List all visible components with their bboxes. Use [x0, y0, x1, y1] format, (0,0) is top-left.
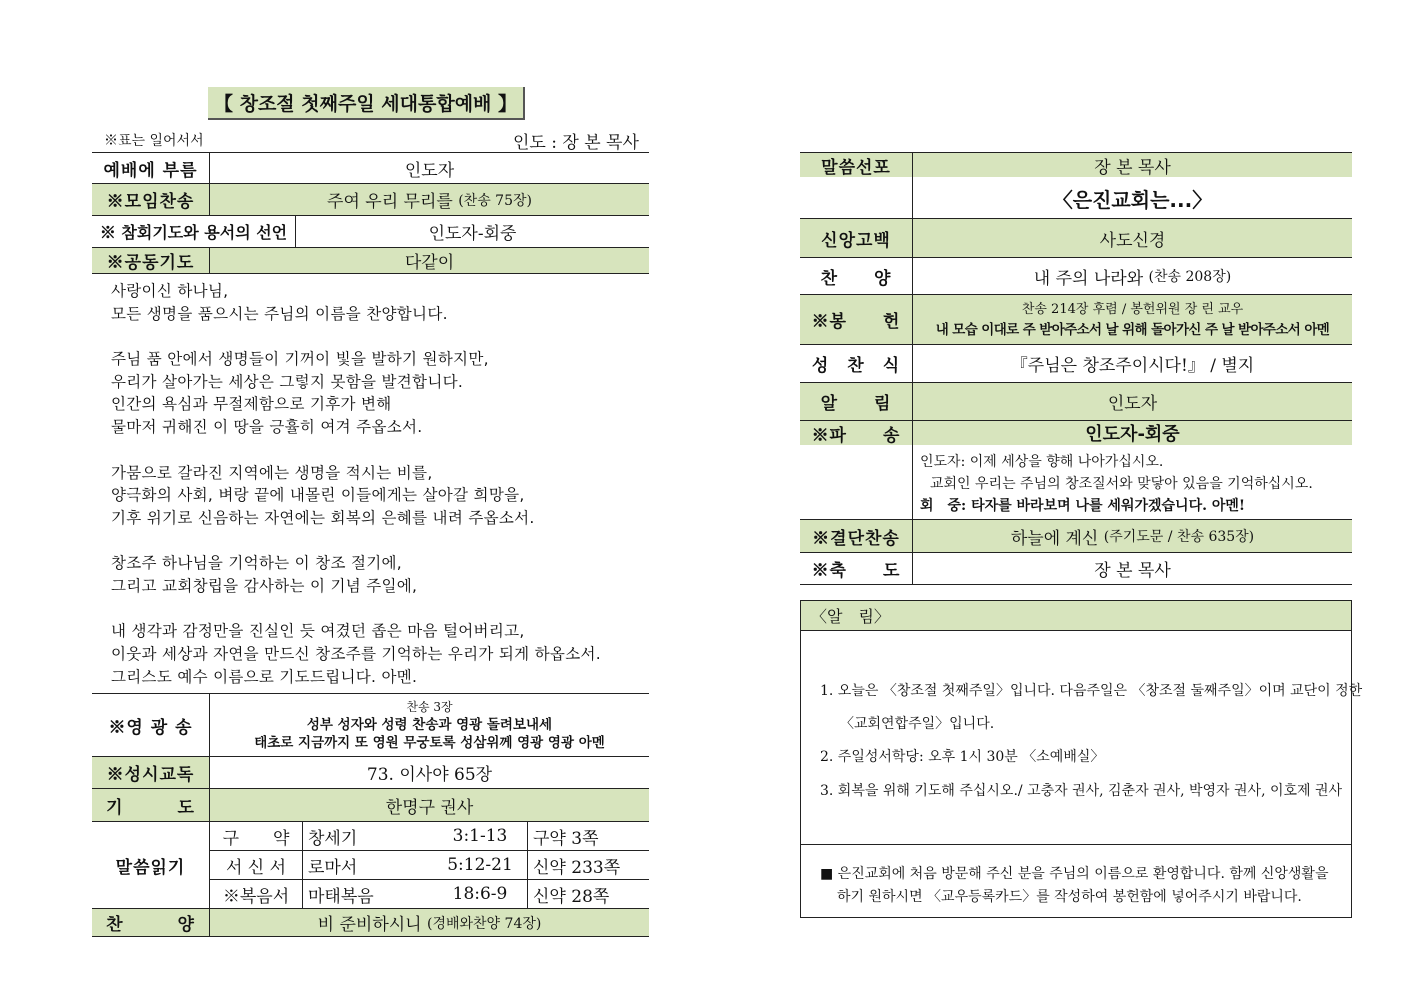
sending-line-1: 인도자: 이제 세상을 향해 나아가십시오. — [920, 454, 1164, 470]
common-prayer-label: ※공동기도 — [92, 248, 209, 273]
sermon-preacher: 장 본 목사 — [913, 153, 1352, 177]
prayer-line: 양극화의 사회, 벼랑 끝에 내몰린 이들에게는 살아갈 희망을, — [111, 486, 525, 505]
closing-hymn-label: ※결단찬송 — [800, 520, 912, 552]
reading-type: ※복음서 — [222, 886, 290, 907]
prayer-line: 내 생각과 감정만을 진실인 듯 여겼던 좁은 마음 털어버리고, — [111, 622, 525, 641]
reading-page: 신약 28쪽 — [533, 886, 610, 907]
standing-note: ※표는 일어서서 — [104, 133, 204, 149]
hymn-label: 찬 양 — [820, 268, 892, 289]
announcements-header: 〈알 림〉 — [801, 601, 1351, 631]
closing-hymn-note: (주기도문 / 찬송 635장) — [1103, 529, 1255, 545]
hymn-note: (찬송 208장) — [1148, 269, 1232, 285]
sermon-label: 말씀선포 — [800, 153, 912, 177]
prayer-line: 그리스도 예수 이름으로 기도드립니다. 아멘. — [111, 667, 418, 686]
benediction-value: 장 본 목사 — [1094, 561, 1171, 581]
page-title: 【 창조절 첫째주일 세대통합예배 】 — [208, 87, 525, 120]
reading-page: 구약 3쪽 — [533, 828, 599, 849]
welcome-line-2: 하기 원하시면 〈교우등록카드〉를 작성하여 봉헌함에 넣어주시기 바랍니다. — [837, 889, 1302, 905]
announcements-box — [800, 600, 1363, 918]
worship-leader: 인도 : 장 본 목사 — [513, 133, 639, 153]
anthem-label: 찬 양 — [92, 909, 209, 936]
notice-value: 인도자 — [913, 383, 1352, 420]
opening-hymn-title: 주여 우리 무리를 — [327, 192, 453, 212]
closing-hymn-value — [913, 520, 1352, 552]
reading-page: 신약 233쪽 — [533, 857, 621, 878]
prayer-line: 이웃과 세상과 자연을 만드신 창조주를 기억하는 우리가 되게 하옵소서. — [111, 645, 601, 663]
prayer-line: 사랑이신 하나님, — [111, 282, 229, 300]
hymn-title: 내 주의 나라와 — [1033, 268, 1144, 289]
common-prayer-text — [111, 280, 601, 688]
anthem-title: 비 준비하시니 — [317, 915, 422, 935]
announcement-item-2: 2. 주일성서학당: 오후 1시 30분 〈소예배실〉 — [820, 749, 1105, 765]
prayer-line: 인간의 욕심과 무절제함으로 기후가 변해 — [111, 395, 392, 414]
call-to-worship-value: 인도자 — [404, 160, 455, 181]
offering-main: 내 모습 이대로 주 받아주소서 날 위해 돌아가신 주 날 받아주소서 아멘 — [935, 321, 1330, 338]
prayer-label: 기 도 — [92, 789, 209, 821]
gloria-content — [210, 694, 649, 756]
offering-label: ※봉 헌 — [800, 295, 912, 344]
confession-label: ※ 참회기도와 용서의 선언 — [99, 223, 288, 242]
announcement-item-1: 1. 오늘은 〈창조절 첫째주일〉입니다. 다음주일은 〈창조절 둘째주일〉이며 교단이 정한 — [820, 683, 1363, 699]
gloria-line-2: 태초로 지금까지 또 영원 무궁토록 성삼위께 영광 영광 아멘 — [254, 735, 605, 751]
sending-text — [920, 451, 1313, 517]
psalter-value: 73. 이사야 65장 — [366, 765, 493, 785]
gloria-hymn: 찬송 3장 — [406, 700, 453, 714]
creed-label: 신앙고백 — [800, 219, 912, 257]
gloria-line-1: 성부 성자와 성령 찬송과 영광 돌려보내세 — [306, 717, 553, 733]
reading-reference: 3:1-13 — [452, 826, 508, 846]
closing-hymn-title: 하늘에 계신 — [1010, 528, 1099, 549]
scripture-reading-label: 말씀읽기 — [115, 857, 186, 878]
reading-book: 로마서 — [308, 857, 358, 878]
offering-content — [913, 295, 1352, 344]
offering-top: 찬송 214장 후렴 / 봉헌위원 장 린 교우 — [1021, 301, 1244, 317]
psalter-label: ※성시교독 — [92, 757, 209, 788]
call-to-worship-label: 예배에 부름 — [103, 160, 198, 181]
prayer-line: 창조주 하나님을 기억하는 이 창조 절기에, — [111, 554, 403, 573]
prayer-line — [111, 598, 601, 621]
prayer-line: 기후 위기로 신음하는 자연에는 회복의 은혜를 내려 주옵소서. — [111, 508, 535, 527]
anthem-note: (경배와찬양 74장) — [427, 915, 542, 932]
sacrament-value: 『주님은 창조주이시다!』 / 별지 — [1010, 356, 1255, 376]
opening-hymn-label: ※모임찬송 — [92, 184, 209, 215]
sacrament-label: 성 찬 식 — [811, 356, 901, 376]
sending-label: ※파 송 — [800, 421, 912, 445]
prayer-line — [111, 439, 601, 462]
prayer-line: 주님 품 안에서 생명들이 기꺼이 빛을 발하기 원하지만, — [111, 350, 489, 369]
opening-hymn-note: (찬송 75장) — [458, 192, 532, 209]
sending-value: 인도자-회중 — [913, 421, 1352, 445]
prayer-value: 한명구 권사 — [210, 789, 649, 821]
sending-line-3: 회 중: 타자를 바라보며 나를 세워가겠습니다. 아멘! — [920, 498, 1246, 514]
anthem-value — [210, 909, 649, 936]
announcement-item-1-cont: 〈교회연합주일〉입니다. — [840, 716, 995, 732]
creed-value: 사도신경 — [913, 219, 1352, 257]
prayer-line: 물마저 귀해진 이 땅을 긍휼히 여겨 주옵소서. — [111, 418, 423, 437]
notice-label: 알 림 — [800, 383, 912, 420]
announcement-item-3: 3. 회복을 위해 기도해 주십시오./ 고충자 권사, 김춘자 권사, 박영자 권사, 이호제 권사 — [820, 783, 1343, 799]
reading-type: 서 신 서 — [225, 857, 287, 878]
opening-hymn-value — [210, 184, 649, 215]
reading-type: 구 약 — [222, 828, 290, 849]
benediction-label: ※축 도 — [811, 561, 901, 581]
reading-book: 마태복음 — [308, 886, 374, 907]
prayer-line: 우리가 살아가는 세상은 그렇지 못함을 발견합니다. — [111, 372, 464, 391]
sermon-title: 〈은진교회는...〉 — [1052, 187, 1213, 212]
prayer-line — [111, 530, 601, 553]
prayer-line: 모든 생명을 품으시는 주님의 이름을 찬양합니다. — [111, 304, 448, 323]
reading-book: 창세기 — [308, 828, 358, 849]
prayer-line: 가뭄으로 갈라진 지역에는 생명을 적시는 비를, — [111, 463, 433, 482]
prayer-line: 그리고 교회창립을 감사하는 이 기념 주일에, — [111, 576, 418, 595]
gloria-label: ※영 광 송 — [108, 717, 193, 738]
reading-reference: 5:12-21 — [447, 855, 513, 875]
welcome-line-1: ■ 은진교회에 처음 방문해 주신 분을 주님의 이름으로 환영합니다. 함께 신앙생활을 — [820, 866, 1329, 882]
confession-value: 인도자-회중 — [428, 224, 517, 244]
prayer-line — [111, 325, 601, 348]
common-prayer-value: 다같이 — [210, 248, 649, 273]
sending-line-2: 교회인 우리는 주님의 창조질서와 맞닿아 있음을 기억하십시오. — [930, 476, 1313, 492]
hymn-value — [913, 258, 1352, 294]
reading-reference: 18:6-9 — [452, 884, 508, 904]
